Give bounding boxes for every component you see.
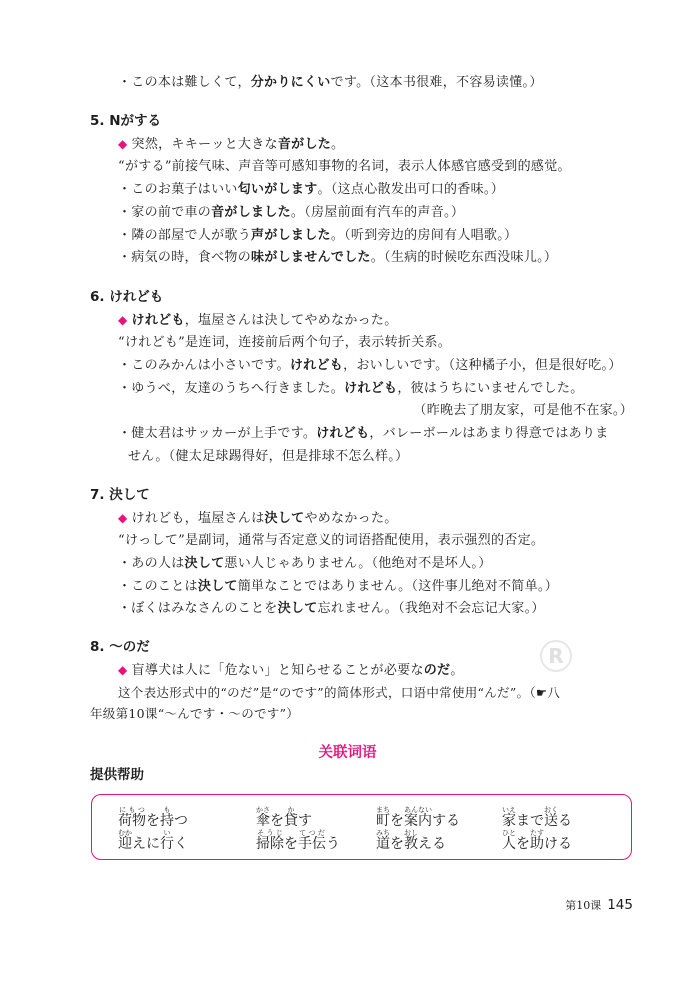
kana: る xyxy=(558,813,572,829)
key-sentence xyxy=(118,661,464,680)
explanation-text: “けれども”是连词，连接前后两个句子，表示转折关系。 xyxy=(118,335,452,350)
kana: う xyxy=(326,836,340,852)
vocab-word xyxy=(256,806,312,830)
vocab-word xyxy=(376,829,446,853)
grammar-highlight: 匂いがします xyxy=(237,182,318,197)
sentence-part: ・健太君はサッカーが上手です。 xyxy=(118,426,317,441)
lesson-label: 第10课 xyxy=(565,899,602,912)
sentence-part: ・家の前で車の xyxy=(118,205,212,220)
reading: まち xyxy=(376,806,390,814)
kana: を xyxy=(284,836,298,852)
furigana-word xyxy=(160,829,174,852)
sentence-part: ・あの人は xyxy=(118,556,185,571)
example-sentence xyxy=(118,380,584,398)
kana: える xyxy=(418,836,446,852)
example-continuation: せん。（健太足球踢得好，但是排球不怎么样。） xyxy=(128,449,409,464)
kana: を xyxy=(516,836,530,852)
sentence-part: ，彼はうちにいませんでした。 xyxy=(397,381,584,396)
vocab-box xyxy=(91,794,632,860)
furigana-word xyxy=(118,829,132,852)
grammar-highlight: 味がしませんでした xyxy=(251,250,371,265)
furigana-word xyxy=(502,829,516,852)
kana: ける xyxy=(544,836,572,852)
furigana-word xyxy=(502,806,516,829)
sentence-part: です。（这本书很难，不容易读懂。） xyxy=(330,75,543,90)
grammar-highlight: のだ xyxy=(423,663,451,678)
reading: むか xyxy=(118,829,132,837)
furigana-word xyxy=(160,806,174,829)
furigana-word xyxy=(544,806,558,829)
sentence-part: 忘れません。（我绝对不会忘记大家。） xyxy=(317,601,545,616)
sentence-part: けれども，塩屋さんは xyxy=(131,511,265,526)
sentence-part: ・このみかんは小さいです。 xyxy=(118,358,290,373)
kana: す xyxy=(298,813,312,829)
kanji: 家 xyxy=(502,813,516,829)
grammar-highlight: 音がしました xyxy=(211,205,291,220)
grammar-highlight: 決して xyxy=(264,511,305,526)
furigana-word xyxy=(376,829,390,852)
kanji: 迎 xyxy=(118,836,132,852)
sentence-part: ・ぼくはみなさんのことを xyxy=(118,601,278,616)
reading: か xyxy=(284,806,298,814)
kanji: 教 xyxy=(404,836,418,852)
reading: ひと xyxy=(502,829,516,837)
furigana-word xyxy=(376,806,390,829)
kanji: 助 xyxy=(530,836,544,852)
furigana-word xyxy=(284,806,298,829)
grammar-heading-8: 8. ～のだ xyxy=(90,639,150,655)
example-sentence xyxy=(118,204,464,222)
sentence-part: ・隣の部屋で人が歌う xyxy=(118,228,252,243)
example-sentence xyxy=(118,425,609,443)
example-sentence xyxy=(118,249,557,267)
kanji: 行 xyxy=(160,836,174,852)
sentence-part: ，おいしいです。（这种橘子小，但是很好吃。） xyxy=(343,358,622,373)
sentence-part: 。（生病的时候吃东西没味儿。） xyxy=(370,250,558,265)
furigana-word xyxy=(256,806,270,829)
kana: まで xyxy=(516,813,544,829)
sentence-part: 。 xyxy=(450,663,464,678)
diamond-icon: ◆ xyxy=(118,313,128,327)
grammar-highlight: 決して xyxy=(277,601,318,616)
vocab-word xyxy=(118,829,188,853)
example-sentence xyxy=(118,600,545,618)
kana: を xyxy=(390,836,404,852)
grammar-highlight: けれども xyxy=(289,358,344,373)
sentence-part: 簡単なことではありません。（这件事儿绝对不简单。） xyxy=(237,579,558,594)
example-sentence xyxy=(118,181,504,199)
sentence-part: 。（这点心散发出可口的香味。） xyxy=(317,182,505,197)
reading: みち xyxy=(376,829,390,837)
kanji: 人 xyxy=(502,836,516,852)
sentence-part: ・この本は難しくて， xyxy=(118,75,251,90)
kana: する xyxy=(432,813,460,829)
vocab-word xyxy=(376,806,460,830)
explanation-text: 这个表达形式中的“のだ”是“のです”的简体形式，口语中常使用“んだ”。（☛八 xyxy=(118,685,561,700)
kanji: 貸 xyxy=(284,813,298,829)
kana: を xyxy=(270,813,284,829)
explanation-text: “けっして”是副词，通常与否定意义的词语搭配使用，表示强烈的否定。 xyxy=(118,533,545,548)
reading: たす xyxy=(530,829,544,837)
subsection-title: 提供帮助 xyxy=(90,767,144,783)
explanation-continuation: 年级第10课“～んです・～のです”） xyxy=(90,706,300,721)
kana: を xyxy=(390,813,404,829)
grammar-highlight: けれども xyxy=(131,313,185,328)
sentence-part: やめなかった。 xyxy=(304,511,398,526)
furigana-word xyxy=(256,829,284,852)
grammar-highlight: 決して xyxy=(184,556,225,571)
kana: を xyxy=(146,813,160,829)
grammar-highlight: 声がしました xyxy=(251,228,331,243)
grammar-highlight: 分かりにくい xyxy=(250,75,331,90)
sentence-part: ・このお菓子はいい xyxy=(118,182,238,197)
registered-mark-icon: R xyxy=(540,640,572,672)
example-sentence xyxy=(118,74,543,92)
reading: おし xyxy=(404,829,418,837)
reading: あんない xyxy=(404,806,432,814)
grammar-highlight: けれども xyxy=(344,381,398,396)
reading: も xyxy=(160,806,174,814)
diamond-icon: ◆ xyxy=(118,137,128,151)
key-sentence xyxy=(118,509,398,528)
reading: にもつ xyxy=(118,806,146,814)
reading: てつだ xyxy=(298,829,326,837)
diamond-icon: ◆ xyxy=(118,511,128,525)
key-sentence xyxy=(118,135,344,154)
kana: く xyxy=(174,836,188,852)
grammar-heading-5: 5. Nがする xyxy=(90,113,162,129)
sentence-part: 悪い人じゃありません。（他绝对不是坏人。） xyxy=(224,556,492,571)
sentence-part: ・ゆうべ，友達のうちへ行きました。 xyxy=(118,381,345,396)
page-number: 145 xyxy=(607,897,633,913)
key-sentence xyxy=(118,311,398,330)
vocab-word xyxy=(502,806,572,830)
vocab-word xyxy=(118,806,188,830)
kanji: 傘 xyxy=(256,813,270,829)
kanji: 案内 xyxy=(404,813,432,829)
kana: えに xyxy=(132,836,160,852)
grammar-heading-6: 6. けれども xyxy=(90,289,164,305)
vocab-word xyxy=(256,829,340,853)
example-sentence xyxy=(118,357,622,375)
sentence-part: 。（听到旁边的房间有人唱歌。） xyxy=(330,228,518,243)
kanji: 手伝 xyxy=(298,836,326,852)
reading: そうじ xyxy=(256,829,284,837)
kanji: 荷物 xyxy=(118,813,146,829)
kanji: 掃除 xyxy=(256,836,284,852)
sentence-part: 突然，キキーッと大きな xyxy=(131,137,278,152)
grammar-highlight: 決して xyxy=(197,579,238,594)
sentence-part: 。（房屋前面有汽车的声音。） xyxy=(290,205,465,220)
example-sentence xyxy=(118,555,492,573)
section-title: 关联词语 xyxy=(318,745,377,761)
example-sentence xyxy=(118,227,517,245)
reading: いえ xyxy=(502,806,516,814)
furigana-word xyxy=(298,829,326,852)
reading: おく xyxy=(544,806,558,814)
kana: つ xyxy=(174,813,188,829)
furigana-word xyxy=(530,829,544,852)
sentence-part: ，バレーボールはあまり得意ではありま xyxy=(369,426,609,441)
grammar-heading-7: 7. 決して xyxy=(90,487,150,503)
sentence-part: ・このことは xyxy=(118,579,198,594)
page-footer xyxy=(565,896,633,915)
explanation-text: “がする”前接气味、声音等可感知事物的名词，表示人体感官感受到的感觉。 xyxy=(118,159,571,174)
sentence-part: 。 xyxy=(331,137,345,152)
furigana-word xyxy=(404,806,432,829)
kanji: 持 xyxy=(160,813,174,829)
kanji: 送 xyxy=(544,813,558,829)
sentence-part: ，塩屋さんは決してやめなかった。 xyxy=(184,313,398,328)
kanji: 道 xyxy=(376,836,390,852)
reading: かさ xyxy=(256,806,270,814)
diamond-icon: ◆ xyxy=(118,663,128,677)
sentence-part: ・病気の時，食べ物の xyxy=(118,250,252,265)
example-sentence xyxy=(118,578,558,596)
kanji: 町 xyxy=(376,813,390,829)
grammar-highlight: けれども xyxy=(316,426,370,441)
vocab-word xyxy=(502,829,572,853)
furigana-word xyxy=(118,806,146,829)
furigana-word xyxy=(404,829,418,852)
sentence-part: 盲導犬は人に「危ない」と知らせることが必要な xyxy=(131,663,424,678)
reading: い xyxy=(160,829,174,837)
translation-text: （昨晚去了朋友家，可是他不在家。） xyxy=(413,403,633,418)
grammar-highlight: 音がした xyxy=(277,137,332,152)
